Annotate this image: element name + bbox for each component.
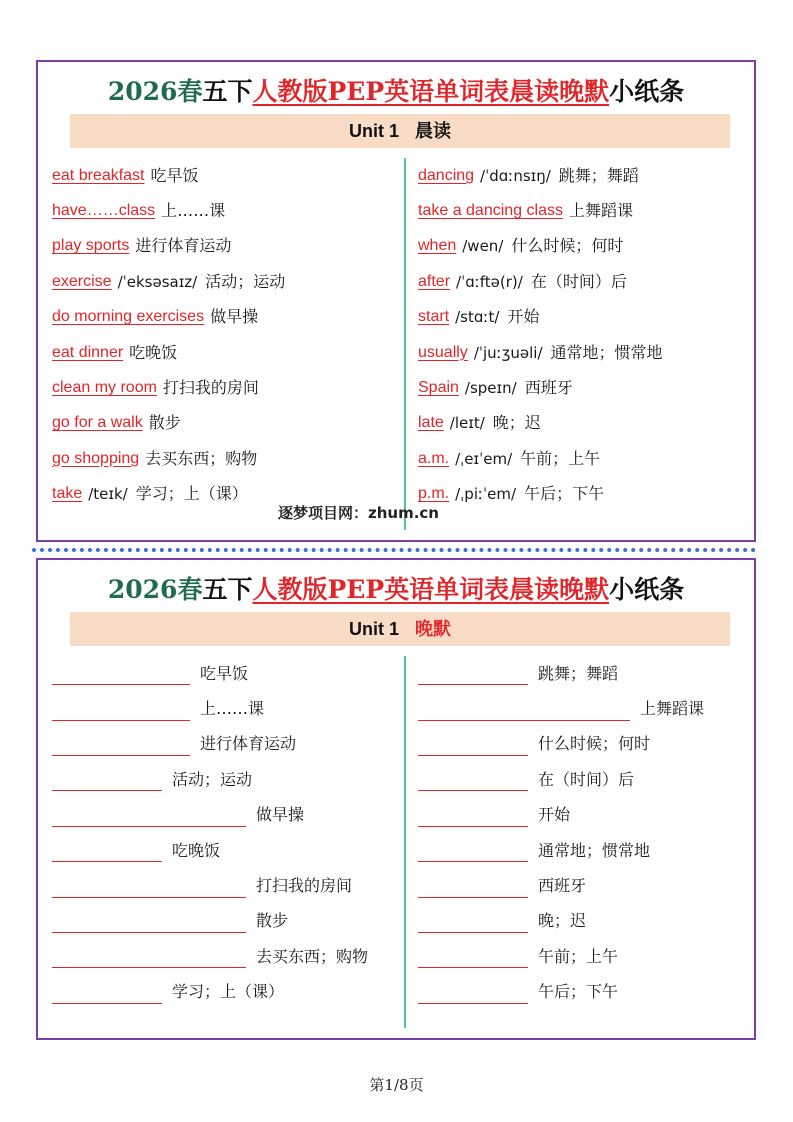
phonetic: /ˌpiːˈem/ [455, 485, 517, 504]
vocab-row [418, 193, 748, 228]
vocab-row [418, 229, 748, 264]
phonetic: /ˈdɑːnsɪŋ/ [480, 166, 551, 185]
answer-blank[interactable] [418, 768, 528, 791]
answer-blank[interactable] [418, 839, 528, 862]
title-grade: 五下 [202, 575, 253, 604]
title-year: 2026春 [107, 77, 203, 106]
sheet-title [38, 72, 754, 108]
vocab-row [418, 370, 748, 405]
answer-blank[interactable] [52, 804, 246, 827]
english-word: usually [418, 343, 468, 361]
english-word: have……class [52, 202, 156, 220]
phonetic: /teɪk/ [88, 485, 128, 504]
mode-label: 晨读 [415, 121, 451, 141]
chinese-prompt: 学习；上（课） [172, 982, 285, 1002]
title-main: 人教版PEP英语单词表晨读晚默 [252, 575, 610, 604]
dictation-row [418, 833, 748, 868]
dictation-row [52, 975, 402, 1010]
english-word: play sports [52, 237, 130, 255]
chinese-prompt: 上……课 [200, 699, 265, 719]
dictation-row [52, 727, 402, 762]
title-suffix: 小纸条 [609, 575, 685, 604]
phonetic: /leɪt/ [449, 414, 485, 433]
chinese-meaning: 午后；下午 [524, 484, 605, 504]
english-word: Spain [418, 379, 459, 397]
chinese-prompt: 打扫我的房间 [256, 876, 353, 896]
answer-blank[interactable] [52, 945, 246, 968]
unit-header-bar [70, 612, 730, 646]
chinese-meaning: 打扫我的房间 [162, 378, 259, 398]
vocab-row [52, 264, 402, 299]
chinese-prompt: 午后；下午 [538, 982, 619, 1002]
vocab-row [52, 193, 402, 228]
phonetic: /ˌeɪˈem/ [455, 449, 513, 468]
vocab-row [52, 229, 402, 264]
chinese-meaning: 晚；迟 [492, 413, 541, 433]
dictation-row [52, 904, 402, 939]
vocab-row [418, 477, 748, 512]
english-word: eat dinner [52, 343, 124, 361]
chinese-prompt: 通常地；惯常地 [538, 840, 651, 860]
title-year: 2026春 [107, 575, 203, 604]
vocab-column-right [418, 158, 748, 512]
phonetic: /stɑːt/ [455, 308, 500, 327]
chinese-prompt: 上舞蹈课 [640, 699, 705, 719]
english-word: start [418, 308, 450, 326]
chinese-prompt: 吃晚饭 [172, 840, 221, 860]
answer-blank[interactable] [52, 910, 246, 933]
english-word: a.m. [418, 449, 450, 467]
vocab-row [52, 370, 402, 405]
answer-blank[interactable] [418, 875, 528, 898]
english-word: eat breakfast [52, 166, 145, 184]
chinese-prompt: 开始 [538, 805, 571, 825]
answer-blank[interactable] [52, 839, 162, 862]
vocab-row [52, 335, 402, 370]
english-word: clean my room [52, 379, 157, 397]
dictation-row [418, 691, 748, 726]
phonetic: /ˈjuːʒuəli/ [473, 343, 543, 362]
english-word: late [418, 414, 444, 432]
answer-blank[interactable] [52, 768, 162, 791]
vocab-row [52, 158, 402, 193]
title-grade: 五下 [202, 77, 253, 106]
dictation-row [418, 975, 748, 1010]
answer-blank[interactable] [418, 698, 630, 721]
chinese-meaning: 什么时候；何时 [511, 236, 624, 256]
answer-blank[interactable] [418, 981, 528, 1004]
phonetic: /ˈeksəsaɪz/ [117, 272, 198, 291]
dictation-row [52, 656, 402, 691]
chinese-meaning: 开始 [507, 307, 540, 327]
dictation-row [418, 656, 748, 691]
dictation-row [418, 904, 748, 939]
chinese-meaning: 进行体育运动 [135, 236, 232, 256]
answer-blank[interactable] [52, 875, 246, 898]
chinese-meaning: 午前；上午 [520, 448, 601, 468]
answer-blank[interactable] [52, 698, 190, 721]
watermark-text: 逐梦项目网：zhum.cn [278, 504, 439, 522]
chinese-prompt: 什么时候；何时 [538, 734, 651, 754]
chinese-meaning: 做早操 [210, 307, 259, 327]
column-divider [404, 656, 406, 1028]
dictation-row [52, 939, 402, 974]
chinese-prompt: 跳舞；舞蹈 [538, 663, 619, 683]
answer-blank[interactable] [418, 804, 528, 827]
chinese-prompt: 在（时间）后 [538, 769, 635, 789]
dictation-row [52, 798, 402, 833]
vocab-row [418, 158, 748, 193]
english-word: p.m. [418, 485, 450, 503]
chinese-meaning: 西班牙 [524, 378, 573, 398]
chinese-prompt: 晚；迟 [538, 911, 587, 931]
chinese-meaning: 通常地；惯常地 [550, 342, 663, 362]
unit-header-bar [70, 114, 730, 148]
answer-blank[interactable] [418, 910, 528, 933]
unit-label: Unit 1 [348, 121, 399, 141]
chinese-meaning: 学习；上（课） [135, 484, 248, 504]
mode-label: 晚默 [415, 619, 451, 639]
dictation-row [418, 939, 748, 974]
dictation-row [418, 762, 748, 797]
english-word: take a dancing class [418, 202, 563, 220]
english-word: dancing [418, 166, 475, 184]
vocab-column-left [52, 158, 402, 512]
chinese-prompt: 散步 [256, 911, 289, 931]
answer-blank[interactable] [52, 733, 190, 756]
dictation-row [418, 868, 748, 903]
english-word: do morning exercises [52, 308, 205, 326]
dictation-row [52, 833, 402, 868]
chinese-prompt: 吃早饭 [200, 663, 249, 683]
chinese-meaning: 吃晚饭 [129, 342, 178, 362]
title-suffix: 小纸条 [609, 77, 685, 106]
chinese-prompt: 去买东西；购物 [256, 946, 369, 966]
english-word: take [52, 485, 83, 503]
english-word: when [418, 237, 457, 255]
english-word: exercise [52, 272, 112, 290]
answer-blank[interactable] [52, 981, 162, 1004]
morning-reading-card [36, 60, 756, 542]
chinese-meaning: 散步 [148, 413, 181, 433]
vocab-row [418, 300, 748, 335]
answer-blank[interactable] [418, 945, 528, 968]
vocab-row [52, 300, 402, 335]
dictation-row [52, 762, 402, 797]
chinese-meaning: 活动；运动 [205, 271, 286, 291]
chinese-prompt: 午前；上午 [538, 946, 619, 966]
english-word: go for a walk [52, 414, 143, 432]
unit-label: Unit 1 [348, 619, 399, 639]
phonetic: /wen/ [462, 237, 504, 256]
dictation-row [418, 798, 748, 833]
phonetic: /speɪn/ [464, 379, 517, 398]
vocab-row [418, 264, 748, 299]
chinese-prompt: 做早操 [256, 805, 305, 825]
answer-blank[interactable] [418, 733, 528, 756]
answer-blank[interactable] [418, 662, 528, 685]
vocab-row [418, 406, 748, 441]
evening-dictation-card [36, 558, 756, 1040]
chinese-meaning: 上舞蹈课 [568, 201, 633, 221]
dictation-row [52, 691, 402, 726]
dictation-column-right [418, 656, 748, 1010]
chinese-prompt: 活动；运动 [172, 769, 253, 789]
chinese-meaning: 跳舞；舞蹈 [558, 165, 639, 185]
chinese-prompt: 进行体育运动 [200, 734, 297, 754]
english-word: after [418, 272, 451, 290]
title-main: 人教版PEP英语单词表晨读晚默 [252, 77, 610, 106]
chinese-meaning: 在（时间）后 [530, 271, 627, 291]
dictation-row [52, 868, 402, 903]
english-word: go shopping [52, 449, 140, 467]
vocab-row [52, 406, 402, 441]
chinese-prompt: 西班牙 [538, 876, 587, 896]
phonetic: /ˈɑːftə(r)/ [456, 272, 523, 291]
dictation-column-left [52, 656, 402, 1010]
vocab-row [418, 441, 748, 476]
chinese-meaning: 吃早饭 [150, 165, 199, 185]
dotted-separator [32, 548, 756, 552]
chinese-meaning: 去买东西；购物 [145, 448, 258, 468]
vocab-row [52, 441, 402, 476]
dictation-row [418, 727, 748, 762]
answer-blank[interactable] [52, 662, 190, 685]
chinese-meaning: 上……课 [161, 201, 226, 221]
column-divider [404, 158, 406, 530]
vocab-row [418, 335, 748, 370]
page-number: 第1/8页 [369, 1076, 424, 1094]
sheet-title [38, 570, 754, 606]
